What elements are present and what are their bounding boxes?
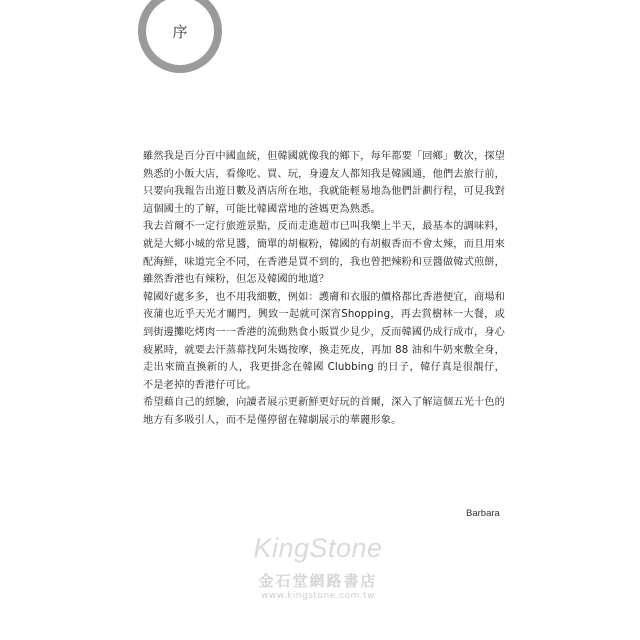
- paragraph: 我去首爾不一定行旅遊景點，反而走進超市已叫我樂上半天，最基本的調味料，就是大鄉小城的常見醬，簡單的胡椒粉，韓國的有胡椒香而不會太辣，而且用來配海鮮，味道完全不同，在香港是買不到的，我也曾把辣粉和豆醬做韓式煎餅，雖然香港也有辣粉，但怎及韓國的地道？: [143, 221, 505, 286]
- paragraph: 雖然我是百分百中國血統，但韓國就像我的鄉下，每年都要「回鄉」數次，探望熟悉的小飯大店，看像吃、買、玩，身邊友人都知我是韓國通，他們去旅行前，只要向我報告出遊日數及酒店所在地，我就能輕易地為他們計劃行程，可見我對這個國土的了解，可能比韓國當地的爸媽更為熟悉。: [143, 151, 505, 215]
- watermark-brand: KingStone: [253, 533, 383, 563]
- watermark-chinese: 金石堂網路書店: [258, 572, 378, 590]
- preface-heading: 序: [172, 22, 188, 41]
- preface-body: [143, 148, 505, 430]
- author-signature: Barbara: [466, 508, 500, 519]
- paragraph: 韓國好處多多，也不用我細數，例如：護膚和衣服的價格都比香港便宜，商場和夜蒲也近乎天光才關門，興致一起就可深宵Shopping，再去賞樹林一大餐，或到街邊攤吃烤肉一一香港的流動熟食小販買少見少，反而韓國仍成行成市，身心疲累時，就要去汗蒸幕找阿朱媽按摩，換走死皮，再加 88 油和牛奶來敷全身，走出來簡直換新的人，我更掛念在韓國 Clubbing 的日子，韓仔真是很靚仔，不是老掉的香港仔可比。: [143, 291, 505, 391]
- preface-seal: [146, 0, 214, 65]
- kingstone-watermark: [228, 533, 408, 601]
- paragraph: 希望藉自己的經驗，向讀者展示更新鮮更好玩的首爾，深入了解這個五光十色的地方有多吸引人，而不是僅停留在韓劇展示的華麗形象。: [143, 397, 505, 426]
- watermark-url: www.kingstone.com.tw: [260, 591, 376, 601]
